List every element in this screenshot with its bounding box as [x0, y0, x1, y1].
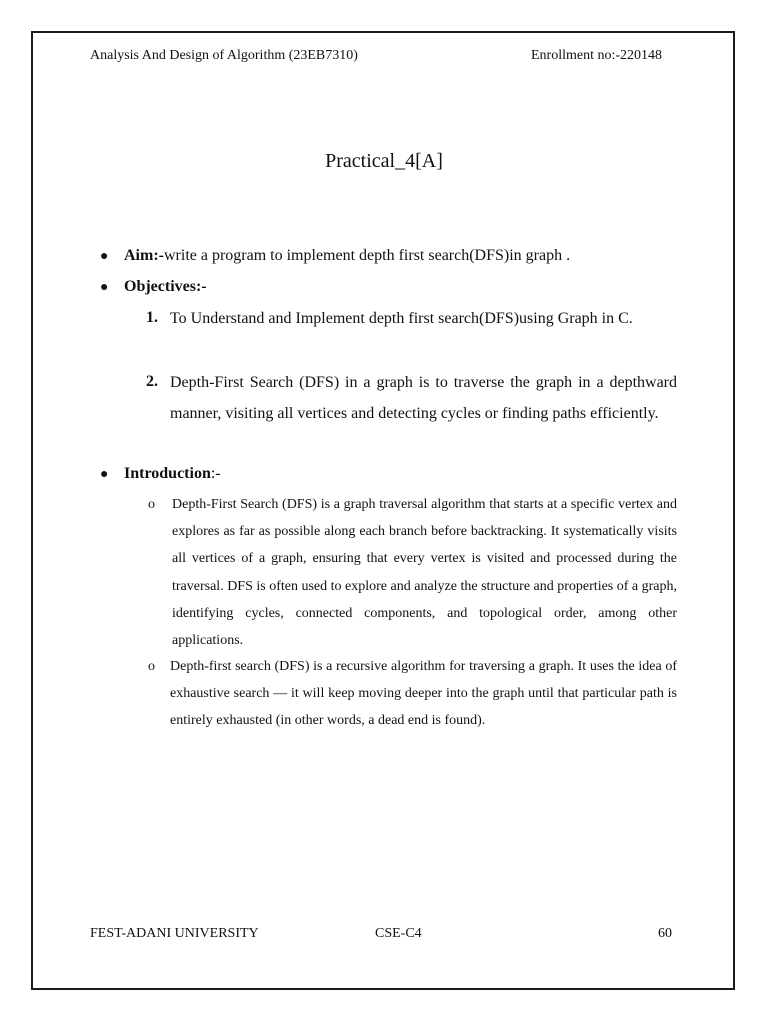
- intro-paragraph: Depth-first search (DFS) is a recursive algorithm for traversing a graph. It uses the idea of exhaustive search — it will keep moving deeper into the graph until that particular path is entirely exhausted (in other words, a dead end is found).: [170, 659, 677, 729]
- bullet-icon: ●: [100, 467, 109, 482]
- objective-number: 2.: [146, 373, 158, 390]
- bullet-icon: ●: [100, 249, 109, 264]
- objectives-heading: [124, 275, 207, 299]
- aim-label: Aim:-: [124, 247, 164, 264]
- aim-line: [124, 244, 570, 268]
- footer-page-number: 60: [658, 926, 672, 941]
- page-title: Practical_4[A]: [325, 150, 443, 172]
- footer-section: CSE-C4: [375, 926, 422, 941]
- objectives-label: Objectives:-: [124, 278, 207, 295]
- objective-text: To Understand and Implement depth first search(DFS)using Graph in C.: [170, 310, 633, 327]
- header-enrollment: Enrollment no:-220148: [531, 48, 663, 63]
- objective-text: Depth-First Search (DFS) in a graph is to traverse the graph in a depthward manner, visiting all vertices and detecting cycles or finding paths efficiently.: [170, 374, 677, 422]
- bullet-icon: ●: [100, 280, 109, 295]
- intro-paragraph: Depth-First Search (DFS) is a graph traversal algorithm that starts at a specific vertex and explores as far as possible along each branch before backtracking. It systematically visits all vertices of a graph, ensuring that every vertex is visited and processed during the traversal. DFS is often used to explore and analyze the structure and properties of a graph, identifying cycles, connected components, and topological order, among other applications.: [172, 497, 677, 649]
- circle-bullet-icon: o: [148, 659, 155, 674]
- introduction-heading: [124, 462, 221, 486]
- introduction-suffix: :-: [210, 465, 221, 482]
- introduction-label: Introduction: [124, 465, 211, 482]
- footer-university: FEST-ADANI UNIVERSITY: [90, 926, 259, 941]
- header-course: Analysis And Design of Algorithm (23EB7310): [90, 48, 358, 63]
- aim-text: write a program to implement depth first search(DFS)in graph .: [163, 247, 571, 264]
- circle-bullet-icon: o: [148, 497, 155, 512]
- objective-number: 1.: [146, 309, 158, 326]
